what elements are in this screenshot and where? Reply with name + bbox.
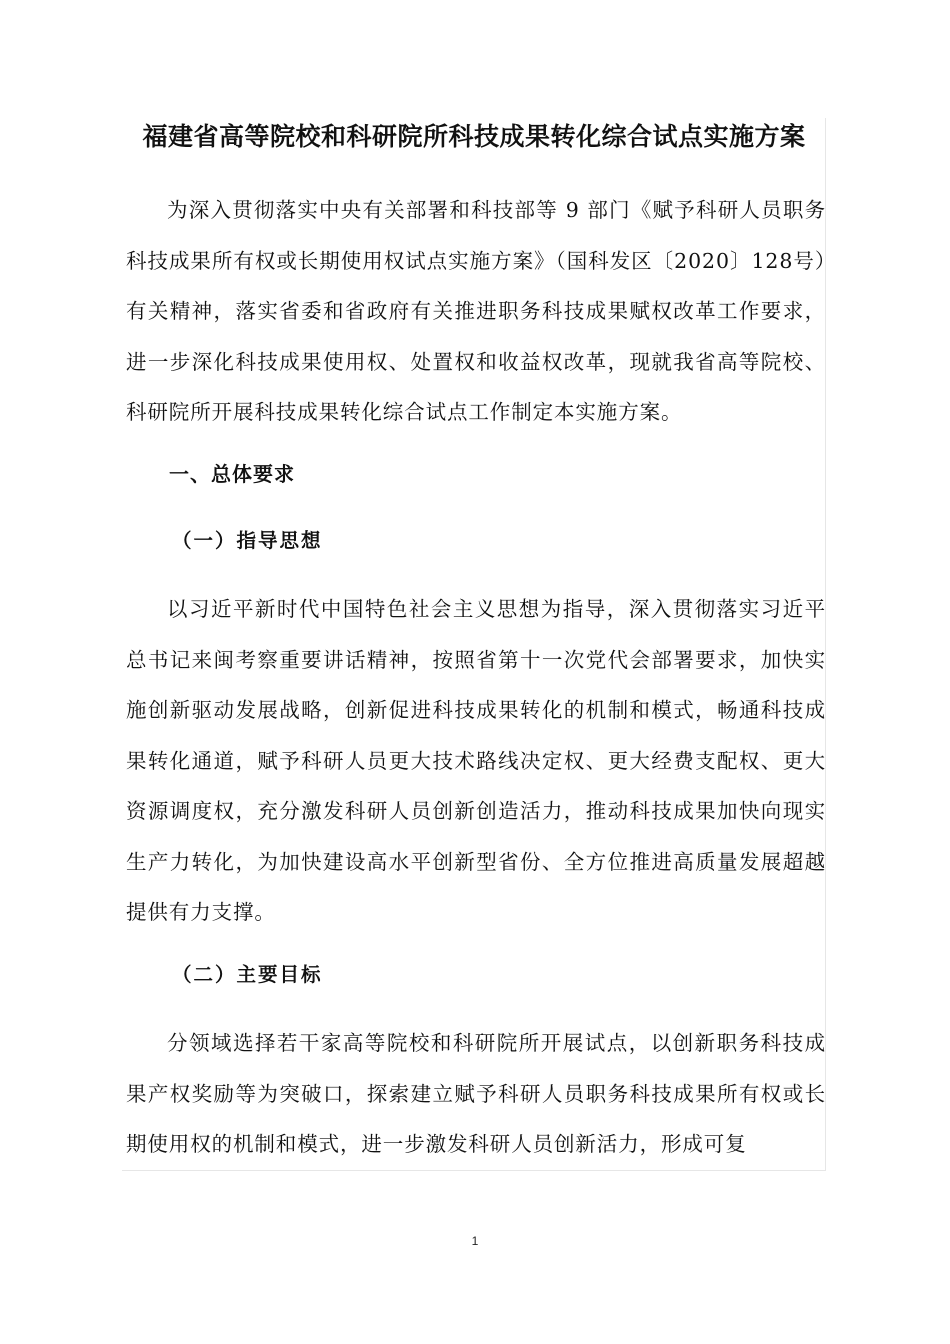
subsection-heading-main-goals: （二）主要目标 — [172, 963, 323, 986]
guiding-ideology-paragraph: 以习近平新时代中国特色社会主义思想为指导，深入贯彻落实习近平总书记来闽考察重要讲话精神，按照省第十一次党代会部署要求，加快实施创新驱动发展战略，创新促进科技成果转化的机制和模式，畅通科技成果转化通道，赋予科研人员更大技术路线决定权、更大经费支配权、更大资源调度权，充分激发科研人员创新创造活力，推动科技成果加快向现实生产力转化，为加快建设高水平创新型省份、全方位推进高质量发展超越提供有力支撑。 — [126, 597, 826, 924]
subsection-heading-guiding-ideology: （一）指导思想 — [172, 529, 323, 552]
main-goals-paragraph: 分领域选择若干家高等院校和科研院所开展试点，以创新职务科技成果产权奖励等为突破口，探索建立赋予科研人员职务科技成果所有权或长期使用权的机制和模式，进一步激发科研人员创新活力，形成可复 — [126, 1031, 826, 1156]
page-number: 1 — [471, 1234, 479, 1248]
intro-paragraph: 为深入贯彻落实中央有关部署和科技部等 9 部门《赋予科研人员职务科技成果所有权或长期使用权试点实施方案》（国科发区〔2020〕128号）有关精神，落实省委和省政府有关推进职务科技成果赋权改革工作要求，进一步深化科技成果使用权、处置权和收益权改革，现就我省高等院校、科研院所开展科技成果转化综合试点工作制定本实施方案。 — [126, 198, 826, 424]
section-heading-general-requirements: 一、总体要求 — [169, 462, 295, 486]
document-title: 福建省高等院校和科研院所科技成果转化综合试点实施方案 — [142, 122, 806, 151]
